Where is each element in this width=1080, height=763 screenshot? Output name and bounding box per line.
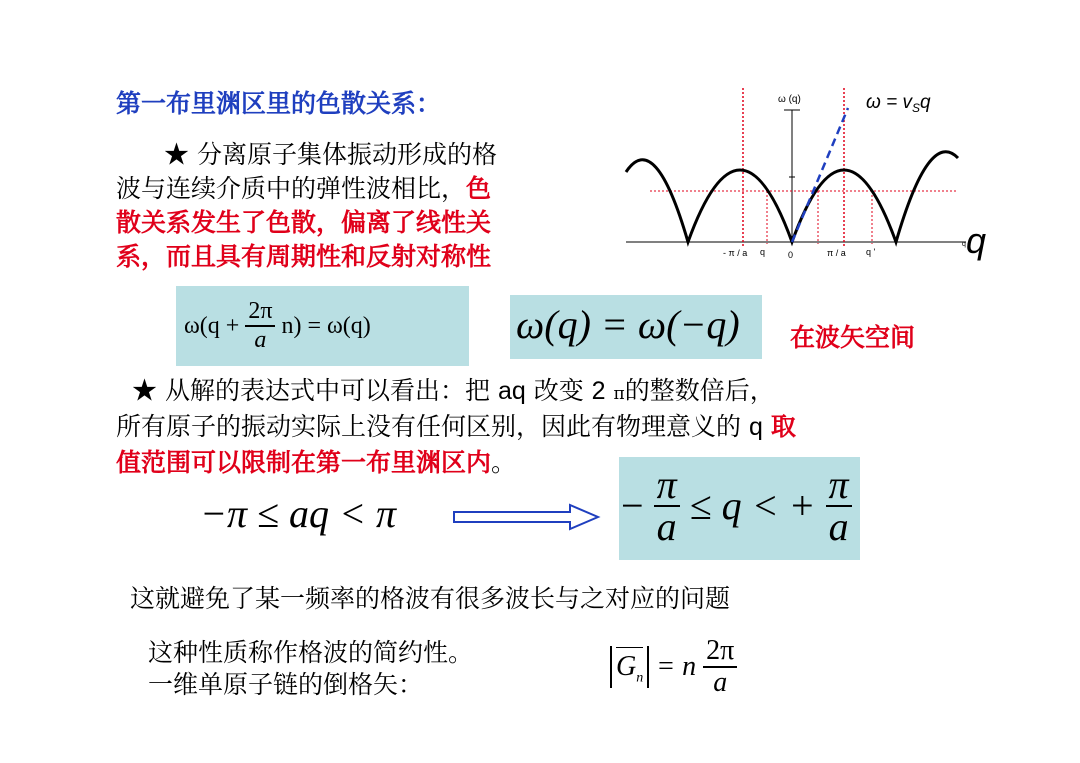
wavevector-space-label: 在波矢空间: [790, 323, 916, 352]
tick-zero: 0: [788, 250, 794, 260]
symmetry-equation-box: [510, 295, 762, 359]
linear-formula: $\omega = v_Sq$: [866, 92, 931, 115]
para2-line2: 所有原子的振动实际上没有任何区别，因此有物理意义的 q 取: [116, 412, 796, 441]
para1-line1: [164, 138, 497, 172]
para2-line1: ★ 从解的表达式中可以看出：把 aq 改变 2 π的整数倍后，: [132, 376, 775, 405]
tick-neg-pi-a: - π / a: [723, 248, 748, 258]
para1-line2: [116, 172, 491, 206]
para1-line1-text: 分离原子集体振动形成的格: [196, 140, 497, 169]
sentence-avoid-ambiguity: 这就避免了某一频率的格波有很多波长与之对应的问题: [130, 584, 731, 613]
para1-line4: 系，而且具有周期性和反射对称性: [116, 242, 492, 271]
tick-neg-q: q: [760, 247, 766, 257]
sentence-simplicity: 这种性质称作格波的简约性。: [148, 638, 474, 667]
dispersion-graph: [620, 84, 1000, 274]
reciprocal-vector-formula: $G_n = n$ $\frac{2\pi}{a}$: [610, 636, 737, 698]
para1-line2-text: 波与连续介质中的弹性波相比，: [116, 174, 467, 203]
star-icon-2: ★: [132, 376, 158, 405]
q-range-inequality: − $\frac{\pi}{a}$ ≤ q < + $\frac{\pi}{a}$: [621, 465, 852, 547]
tick-end-q: q: [962, 241, 966, 248]
para1-line3: 散关系发生了色散，偏离了线性关: [116, 208, 492, 237]
q-range-box: [619, 457, 860, 560]
section-heading: 第一布里渊区里的色散关系：: [116, 89, 442, 118]
tick-pos-pi-a: π / a: [827, 248, 846, 258]
inequality-left: −π ≤ aq < π: [200, 491, 397, 536]
symmetry-equation: ω(q) = ω(−q): [516, 302, 740, 347]
star-icon: ★: [164, 140, 190, 169]
sentence-reciprocal-vector: 一维单原子链的倒格矢：: [148, 670, 424, 699]
y-axis-label: ω (q): [778, 94, 801, 105]
implies-arrow-icon: [452, 502, 602, 532]
periodicity-equation: ω(q + $\frac{2\pi}{a}$ n) = ω(q): [184, 298, 371, 353]
tick-pos-q: q ': [866, 247, 876, 257]
periodicity-equation-box: [176, 286, 469, 366]
para1-line2-red: 色: [466, 174, 492, 203]
para2-line3: 值范围可以限制在第一布里渊区内。: [116, 448, 517, 477]
x-axis-label: q: [966, 220, 987, 261]
